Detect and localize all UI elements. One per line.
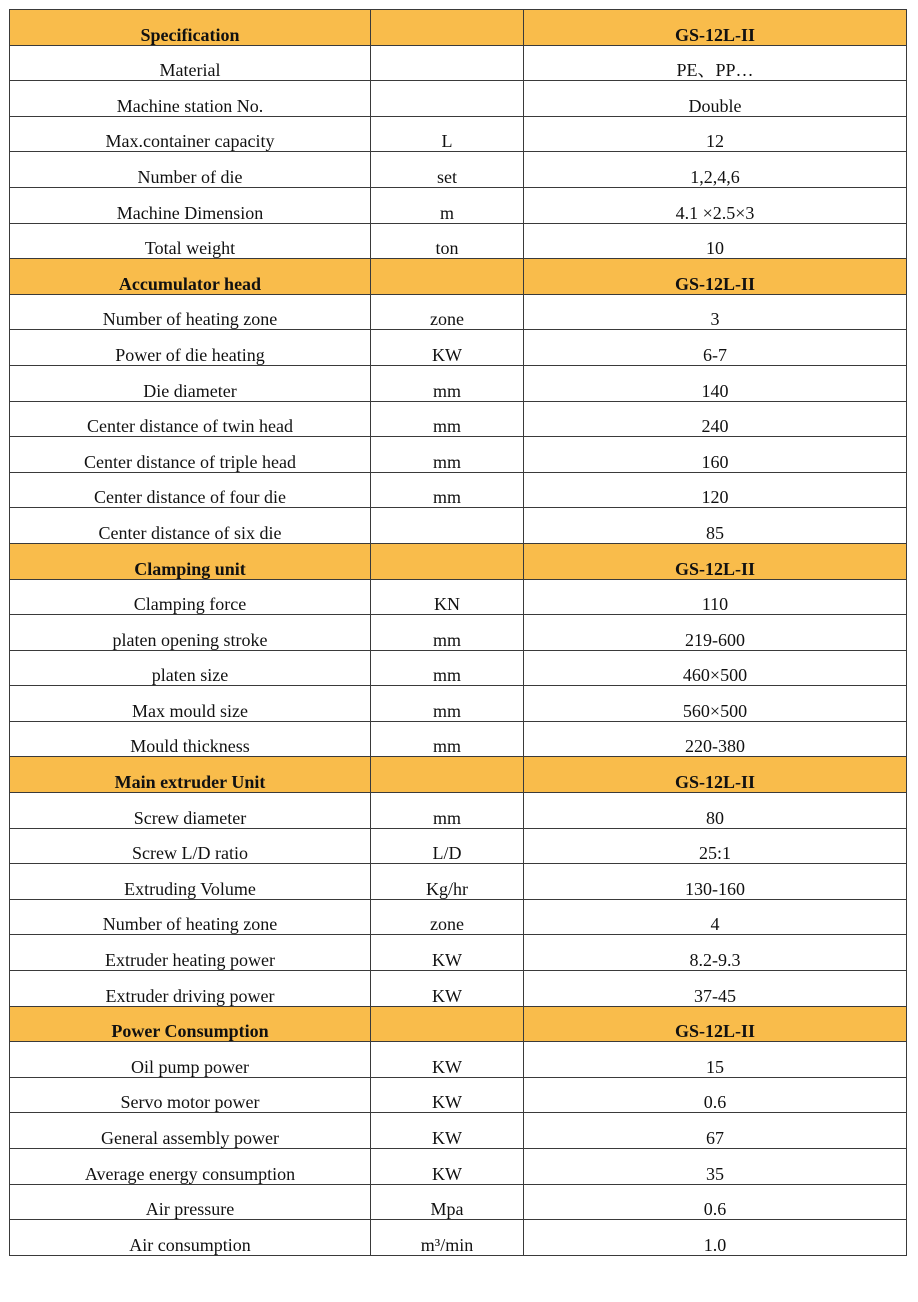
spec-name: Screw L/D ratio [10,828,371,864]
spec-name: Machine station No. [10,81,371,117]
section-header-row [10,543,907,579]
spec-value: 1,2,4,6 [524,152,907,188]
spec-unit: KW [371,1042,524,1078]
section-unit-blank [371,10,524,46]
spec-name: Die diameter [10,365,371,401]
spec-unit: mm [371,686,524,722]
spec-name: Number of heating zone [10,899,371,935]
section-unit-blank [371,757,524,793]
spec-unit: KW [371,1077,524,1113]
spec-unit: mm [371,437,524,473]
spec-value: 140 [524,365,907,401]
spec-row [10,579,907,615]
spec-row [10,45,907,81]
section-model: GS-12L-II [524,1006,907,1042]
spec-value: 6-7 [524,330,907,366]
spec-name: platen size [10,650,371,686]
spec-row [10,116,907,152]
spec-name: Mould thickness [10,721,371,757]
spec-name: Center distance of four die [10,472,371,508]
spec-name: Extruding Volume [10,864,371,900]
spec-unit: L/D [371,828,524,864]
spec-unit: Kg/hr [371,864,524,900]
spec-value: 3 [524,294,907,330]
spec-value: 219-600 [524,615,907,651]
section-header-row [10,757,907,793]
section-header-row [10,1006,907,1042]
section-unit-blank [371,543,524,579]
spec-value: 460×500 [524,650,907,686]
spec-value: 4 [524,899,907,935]
spec-unit: zone [371,899,524,935]
spec-value: 1.0 [524,1220,907,1256]
spec-row [10,793,907,829]
spec-value: 4.1 ×2.5×3 [524,187,907,223]
spec-unit: mm [371,472,524,508]
spec-row [10,935,907,971]
spec-value: 85 [524,508,907,544]
section-model: GS-12L-II [524,543,907,579]
spec-row [10,152,907,188]
spec-unit: mm [371,721,524,757]
spec-unit: mm [371,650,524,686]
spec-row [10,899,907,935]
spec-unit: set [371,152,524,188]
spec-row [10,1184,907,1220]
spec-row [10,365,907,401]
spec-row [10,1220,907,1256]
spec-row [10,971,907,1007]
section-header-row [10,259,907,295]
spec-unit [371,45,524,81]
spec-value: 110 [524,579,907,615]
spec-row [10,828,907,864]
section-title: Accumulator head [10,259,371,295]
spec-unit: m³/min [371,1220,524,1256]
spec-name: Clamping force [10,579,371,615]
spec-unit: m [371,187,524,223]
section-unit-blank [371,259,524,295]
section-model: GS-12L-II [524,259,907,295]
spec-value: 560×500 [524,686,907,722]
spec-name: Center distance of six die [10,508,371,544]
section-header-row [10,10,907,46]
spec-name: Power of die heating [10,330,371,366]
spec-row [10,1077,907,1113]
spec-unit: KW [371,1113,524,1149]
spec-unit: mm [371,793,524,829]
spec-value: 25:1 [524,828,907,864]
spec-name: Extruder heating power [10,935,371,971]
spec-name: Air pressure [10,1184,371,1220]
spec-value: PE、PP… [524,45,907,81]
spec-name: Number of heating zone [10,294,371,330]
spec-row [10,472,907,508]
section-model: GS-12L-II [524,757,907,793]
section-title: Power Consumption [10,1006,371,1042]
spec-row [10,81,907,117]
spec-name: platen opening stroke [10,615,371,651]
spec-value: 37-45 [524,971,907,1007]
spec-unit [371,508,524,544]
spec-value: 0.6 [524,1077,907,1113]
section-title: Specification [10,10,371,46]
spec-value: 130-160 [524,864,907,900]
spec-value: 220-380 [524,721,907,757]
spec-row [10,1149,907,1185]
spec-unit: mm [371,615,524,651]
spec-unit: KW [371,330,524,366]
section-unit-blank [371,1006,524,1042]
spec-name: Screw diameter [10,793,371,829]
spec-unit: mm [371,365,524,401]
spec-value: 10 [524,223,907,259]
spec-name: Extruder driving power [10,971,371,1007]
spec-unit: ton [371,223,524,259]
spec-name: Air consumption [10,1220,371,1256]
spec-row [10,294,907,330]
spec-name: Center distance of twin head [10,401,371,437]
spec-table [9,9,907,1256]
spec-value: 0.6 [524,1184,907,1220]
spec-name: Total weight [10,223,371,259]
section-title: Main extruder Unit [10,757,371,793]
spec-name: Max.container capacity [10,116,371,152]
spec-value: 80 [524,793,907,829]
spec-row [10,615,907,651]
spec-name: Max mould size [10,686,371,722]
section-model: GS-12L-II [524,10,907,46]
spec-value: Double [524,81,907,117]
spec-unit: KW [371,1149,524,1185]
spec-row [10,223,907,259]
section-title: Clamping unit [10,543,371,579]
spec-value: 35 [524,1149,907,1185]
spec-unit [371,81,524,117]
spec-row [10,508,907,544]
spec-name: Servo motor power [10,1077,371,1113]
spec-row [10,650,907,686]
spec-unit: mm [371,401,524,437]
spec-name: Machine Dimension [10,187,371,223]
spec-unit: KW [371,971,524,1007]
spec-row [10,721,907,757]
spec-row [10,401,907,437]
spec-name: Center distance of triple head [10,437,371,473]
spec-name: Number of die [10,152,371,188]
spec-unit: KN [371,579,524,615]
spec-row [10,330,907,366]
spec-row [10,864,907,900]
spec-name: General assembly power [10,1113,371,1149]
spec-value: 160 [524,437,907,473]
spec-value: 240 [524,401,907,437]
spec-name: Material [10,45,371,81]
spec-unit: zone [371,294,524,330]
spec-name: Oil pump power [10,1042,371,1078]
spec-value: 120 [524,472,907,508]
spec-unit: KW [371,935,524,971]
spec-table-body [10,10,907,1256]
spec-row [10,686,907,722]
spec-name: Average energy consumption [10,1149,371,1185]
spec-value: 67 [524,1113,907,1149]
spec-row [10,1113,907,1149]
spec-value: 12 [524,116,907,152]
spec-row [10,1042,907,1078]
spec-row [10,437,907,473]
spec-value: 15 [524,1042,907,1078]
spec-value: 8.2-9.3 [524,935,907,971]
spec-unit: L [371,116,524,152]
spec-row [10,187,907,223]
spec-unit: Mpa [371,1184,524,1220]
